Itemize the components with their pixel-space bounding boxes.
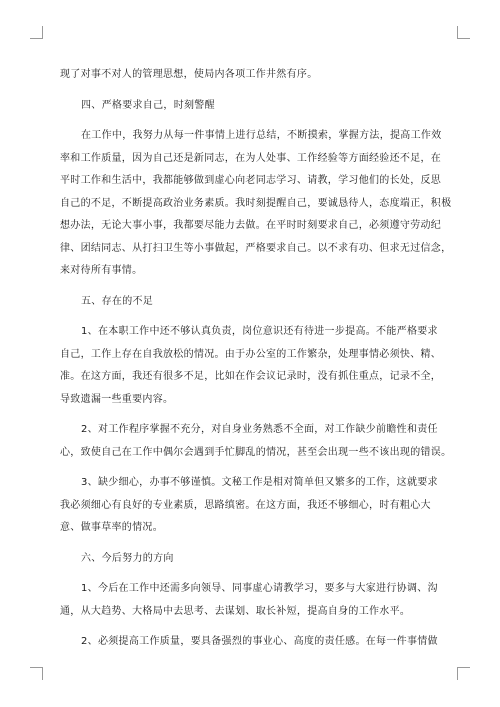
- paragraph-gap: [60, 540, 450, 548]
- text-line: 准。在这方面，我还有很多不足，比如在作会议记录时，没有抓住重点，记录不全，: [60, 371, 442, 382]
- document-body: [60, 64, 450, 654]
- paragraph-gap: [60, 411, 450, 419]
- text-line: 现了对事不对人的管理思想，使局内各项工作井然有序。: [60, 69, 318, 80]
- text-line: 自己的不足，不断提高政治业务素质。我时刻提醒自己，要诚恳待人，态度端正，积极: [60, 197, 452, 209]
- paragraph-gap: [60, 283, 450, 291]
- paragraph-gap: [60, 623, 450, 631]
- text-line: 通，从大趋势、大格局中去思考、去谋划、取长补短，提高自身的工作水平。: [60, 605, 411, 617]
- text-line: 想办法，无论大事小事，我都要尽能力去做。在平时时刻要求自己，必须遵守劳动纪: [60, 220, 442, 231]
- text-line: 我必须细心有良好的专业素质，思路缜密。在这方面，我还不够细心，时有粗心大: [60, 499, 431, 511]
- text-line: 3、缺少细心，办事不够谨慎。文秘工作是相对简单但又繁多的工作，这就要求: [81, 477, 438, 488]
- text-line: 1、在本职工作中还不够认真负责，岗位意识还有待进一步提高。不能严格要求: [81, 326, 438, 337]
- text-line: 2、必须提高工作质量，要具备强烈的事业心、高度的责任感。在每一件事情做: [81, 636, 438, 647]
- text-line: 2、对工作程序掌握不充分，对自身业务熟悉不全面，对工作缺少前瞻性和责任: [81, 424, 438, 435]
- text-line: 在工作中，我努力从每一件事情上进行总结，不断摸索，掌握方法，提高工作效: [81, 130, 442, 141]
- text-line: 导致遗漏一些重要内容。: [60, 393, 174, 405]
- text-line: 心，致使自己在工作中偶尔会遇到手忙脚乱的情况，甚至会出现一些不该出现的错误。: [60, 446, 452, 458]
- crop-mark-top-right: [457, 26, 470, 39]
- paragraph-gap: [60, 570, 450, 578]
- paragraph-gap: [60, 87, 450, 95]
- paragraph-gap: [60, 117, 450, 125]
- text-line: 1、今后在工作中还需多向领导、同事虚心请教学习，要多与大家进行协调、沟: [81, 583, 438, 594]
- text-line: 六、今后努力的方向: [81, 552, 174, 564]
- text-line: 自己，工作上存在自我放松的情况。由于办公室的工作繁杂，处理事情必须快、精、: [60, 348, 442, 360]
- crop-mark-bottom-right: [457, 667, 470, 680]
- text-line: 四、严格要求自己，时刻警醒: [81, 99, 215, 111]
- text-line: 率和工作质量，因为自己还是新同志，在为人处事、工作经验等方面经验还不足，在: [60, 152, 442, 164]
- text-line: 五、存在的不足: [81, 295, 154, 307]
- text-line: 律、团结同志、从打扫卫生等小事做起，严格要求自己。以不求有功、但求无过信念，: [60, 242, 452, 254]
- crop-mark-bottom-left: [30, 667, 43, 680]
- paragraph-gap: [60, 313, 450, 321]
- text-line: 意、做事草率的情况。: [60, 522, 163, 533]
- text-line: 来对待所有事情。: [60, 265, 143, 276]
- crop-mark-top-left: [30, 26, 43, 39]
- paragraph-gap: [60, 464, 450, 472]
- text-line: 平时工作和生活中，我都能够做到虚心向老同志学习、请教，学习他们的长处，反思: [60, 175, 442, 186]
